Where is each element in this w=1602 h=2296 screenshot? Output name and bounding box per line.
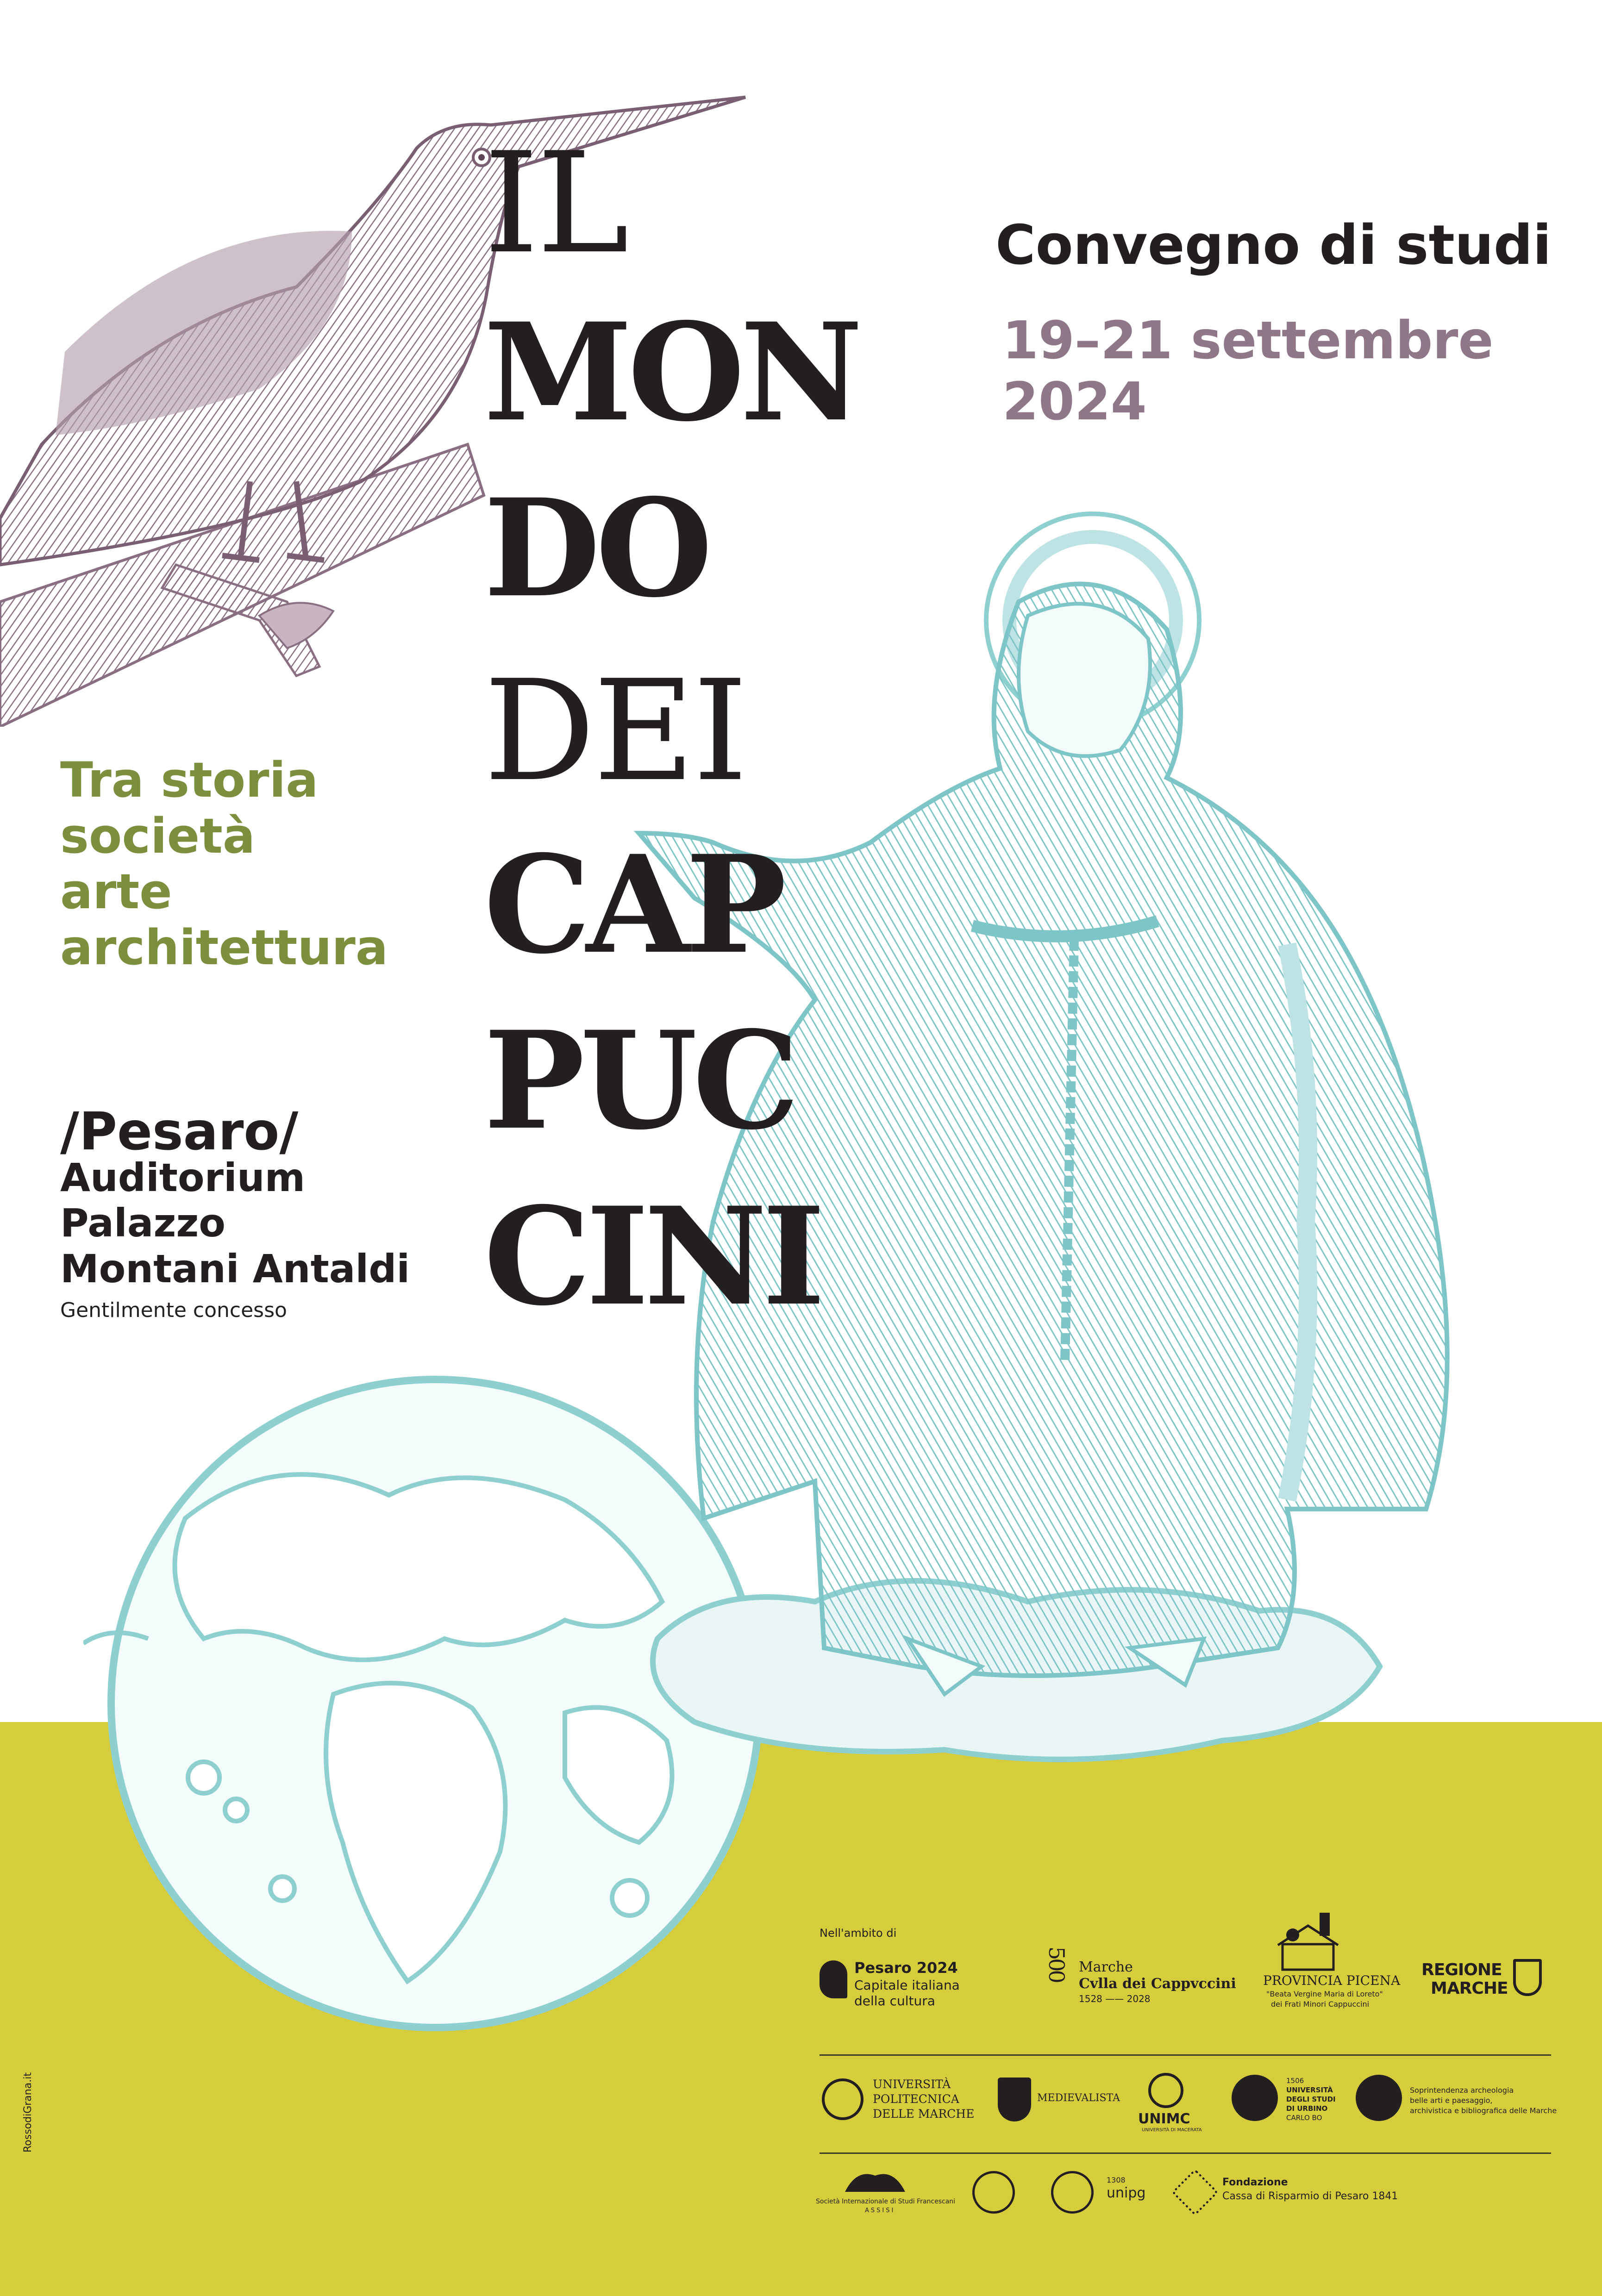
regione-marche-line-2: MARCHE — [1431, 1979, 1508, 1998]
title-line-1: IL — [484, 123, 627, 284]
uniurb-seal-icon — [1232, 2075, 1278, 2121]
divider — [820, 2152, 1551, 2154]
pesaro-2024-line-2: Capitale italiana — [854, 1978, 960, 1993]
fondazione-line-1: Fondazione — [1222, 2177, 1288, 2188]
cappuccini-500-number: 500 — [1044, 1947, 1069, 1982]
uniurb-line-3: DI URBINO — [1286, 2104, 1328, 2113]
title-line-6: PUC — [484, 1002, 795, 1160]
sisf-emblem-icon — [843, 2166, 907, 2194]
event-dates-line-1: 19–21 settembre — [1002, 311, 1494, 371]
cultural-seal-icon-1 — [972, 2171, 1015, 2214]
venue-note: Gentilmente concesso — [60, 1298, 287, 1322]
venue-line: Palazzo — [60, 1200, 225, 1246]
pesaro-2024-line-3: della cultura — [854, 1993, 935, 2009]
regione-marche-line-1: REGIONE — [1421, 1960, 1502, 1979]
provincia-picena-line-2: "Beata Vergine Maria di Loreto" — [1266, 1990, 1383, 1998]
medievalista-shield-icon — [998, 2078, 1031, 2121]
designer-credit: RossodiGrana.it — [22, 2072, 34, 2152]
uniurb-line-0: 1506 — [1286, 2077, 1304, 2085]
venue-line: Montani Antaldi — [60, 1246, 410, 1292]
univpm-line-1: UNIVERSITÀ — [873, 2078, 951, 2091]
pesaro-2024-name: Pesaro 2024 — [854, 1959, 958, 1977]
title-line-2: MON — [484, 294, 858, 451]
divider — [820, 2054, 1551, 2056]
univpm-line-2: POLITECNICA — [873, 2092, 959, 2106]
soprintendenza-line-3: archivistica e bibliografica delle Marche — [1410, 2106, 1557, 2115]
unipg-line-1: 1308 — [1107, 2176, 1126, 2184]
uniurb-line-4: CARLO BO — [1286, 2114, 1322, 2122]
venue-place — [60, 1155, 410, 1292]
uniurb-line-1: UNIVERSITÀ — [1286, 2086, 1333, 2094]
soprintendenza-line-2: belle arti e paesaggio, — [1410, 2096, 1493, 2105]
cultural-seal-icon-2 — [1051, 2171, 1094, 2214]
subtitle-line: architettura — [60, 919, 388, 976]
sisf-line-1: Società Internazionale di Studi Francescani — [816, 2198, 956, 2205]
soprintendenza-line-1: Soprintendenza archeologia — [1410, 2086, 1514, 2095]
event-type: Convegno di studi — [995, 213, 1552, 277]
unimc-seal-icon — [1148, 2073, 1183, 2108]
provincia-picena-name: PROVINCIA PICENA — [1263, 1973, 1401, 1988]
provincia-picena-emblem-icon — [1264, 1907, 1352, 1972]
venue-city: /Pesaro/ — [60, 1102, 299, 1162]
title-line-5: CAP — [484, 826, 782, 984]
unimc-name: UNIMC — [1138, 2111, 1190, 2127]
medievalista-label: MEDIEVALISTA — [1037, 2092, 1120, 2104]
univpm-seal-icon — [822, 2078, 864, 2120]
title-line-7: CINI — [484, 1178, 821, 1335]
mic-seal-icon — [1356, 2075, 1402, 2121]
sponsors-intro: Nell'ambito di — [820, 1927, 897, 1940]
cappuccini-500-line-2: Cvlla dei Cappvccini — [1079, 1976, 1236, 1992]
title-line-4: DEI — [484, 650, 746, 812]
subtitle-line: Tra storia — [60, 752, 319, 808]
event-dates-line-2: 2024 — [1002, 372, 1147, 432]
subtitle — [60, 752, 388, 976]
fondazione-line-2: Cassa di Risparmio di Pesaro 1841 — [1222, 2190, 1398, 2202]
provincia-picena-line-3: dei Frati Minori Cappuccini — [1271, 2000, 1370, 2009]
univpm-line-3: DELLE MARCHE — [873, 2107, 975, 2121]
unimc-sub: UNIVERSITÀ DI MACERATA — [1142, 2128, 1202, 2133]
subtitle-line: arte — [60, 863, 172, 920]
cappuccini-500-line-3: 1528 —— 2028 — [1079, 1993, 1151, 2004]
cappuccini-500-line-1: Marche — [1079, 1959, 1133, 1975]
event-dates — [1002, 310, 1493, 432]
regione-marche-shield-icon — [1513, 1959, 1542, 1996]
unipg-line-2: unipg — [1107, 2185, 1146, 2201]
pesaro-2024-logo — [820, 1960, 847, 1998]
subtitle-line: società — [60, 807, 256, 864]
uniurb-line-2: DEGLI STUDI — [1286, 2095, 1336, 2103]
venue-line: Auditorium — [60, 1155, 306, 1200]
sisf-line-2: ASSISI — [865, 2207, 895, 2214]
title-line-3: DO — [484, 470, 708, 627]
